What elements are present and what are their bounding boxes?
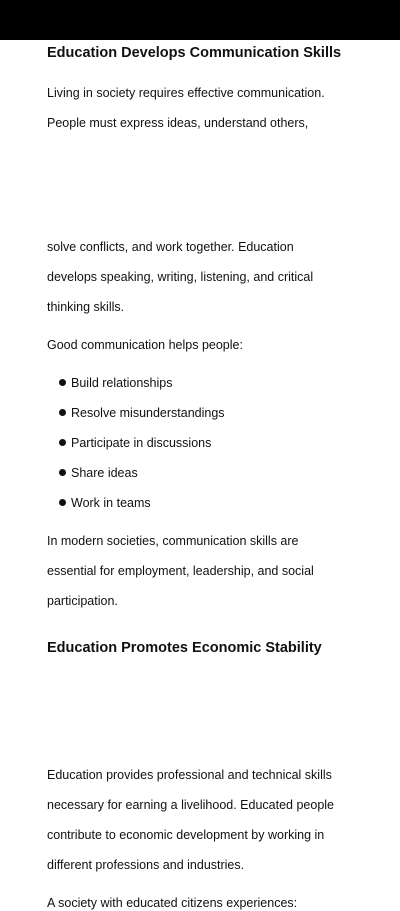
bullet-icon — [59, 439, 66, 446]
section-heading-economic: Education Promotes Economic Stability — [47, 640, 322, 656]
paragraph-line: People must express ideas, understand others, — [47, 116, 309, 130]
top-bar — [0, 0, 400, 40]
list-item — [59, 495, 151, 511]
section-heading-communication: Education Develops Communication Skills — [47, 45, 342, 61]
paragraph-line: essential for employment, leadership, and social — [47, 564, 314, 578]
paragraph-line: develops speaking, writing, listening, and critical — [47, 270, 314, 284]
list-item — [59, 465, 138, 481]
bullet-icon — [59, 409, 66, 416]
list-item-label: Participate in discussions — [71, 436, 212, 450]
list-intro: A society with educated citizens experiences: — [47, 896, 298, 910]
list-item-label: Build relationships — [71, 376, 173, 390]
paragraph-line: thinking skills. — [47, 300, 125, 314]
paragraph-line: Education provides professional and technical skills — [47, 768, 332, 782]
list-item-label: Work in teams — [71, 496, 151, 510]
bullet-icon — [59, 469, 66, 476]
paragraph-line: necessary for earning a livelihood. Educated people — [47, 798, 334, 812]
list-item — [59, 435, 211, 451]
paragraph-line: solve conflicts, and work together. Education — [47, 240, 294, 254]
list-item — [59, 405, 225, 421]
list-item — [59, 375, 172, 391]
paragraph-line: contribute to economic development by working in — [47, 828, 325, 842]
bullet-icon — [59, 379, 66, 386]
list-item-label: Share ideas — [71, 466, 138, 480]
bullet-icon — [59, 499, 66, 506]
list-intro: Good communication helps people: — [47, 338, 243, 352]
list-item-label: Resolve misunderstandings — [71, 406, 225, 420]
paragraph-line: In modern societies, communication skills are — [47, 534, 299, 548]
paragraph-line: Living in society requires effective communication. — [47, 86, 325, 100]
paragraph-line: different professions and industries. — [47, 858, 245, 872]
paragraph-line: participation. — [47, 594, 118, 608]
